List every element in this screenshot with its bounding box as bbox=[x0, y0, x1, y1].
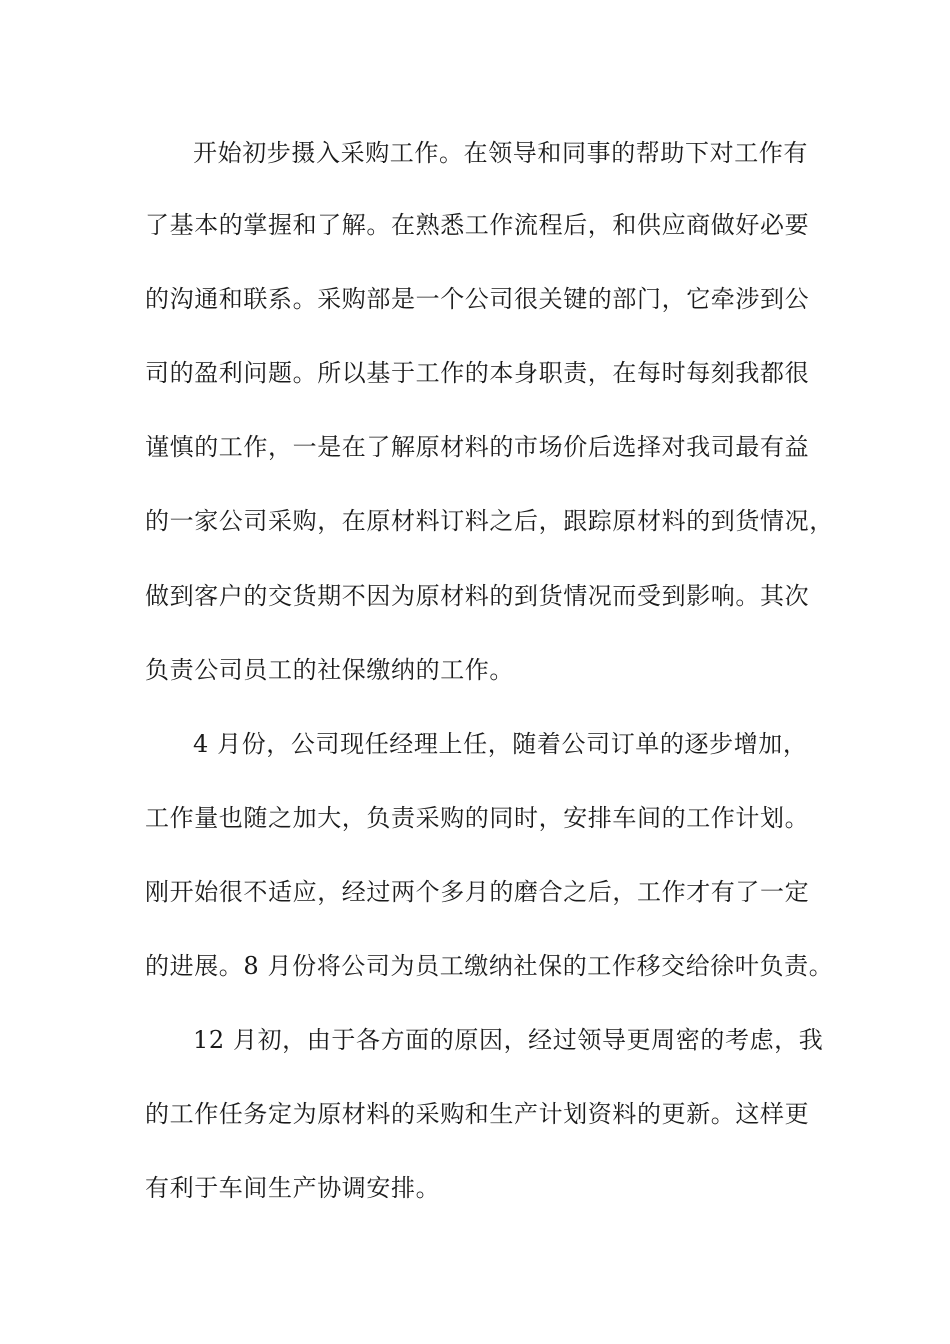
paragraph-3-line-3: 有利于车间生产协调安排。 bbox=[145, 1174, 441, 1202]
paragraph-2-line-2: 工作量也随之加大，负责采购的同时，安排车间的工作计划。 bbox=[145, 804, 810, 832]
paragraph-1-line-2: 了基本的掌握和了解。在熟悉工作流程后，和供应商做好必要 bbox=[145, 211, 810, 239]
paragraph-1-line-6: 的一家公司采购，在原材料订料之后，跟踪原材料的到货情况， bbox=[145, 507, 834, 535]
paragraph-1-line-7: 做到客户的交货期不因为原材料的到货情况而受到影响。其次 bbox=[145, 582, 810, 610]
paragraph-1-line-4: 司的盈利问题。所以基于工作的本身职责，在每时每刻我都很 bbox=[145, 359, 810, 387]
paragraph-2-line-1: 4 月份，公司现任经理上任，随着公司订单的逐步增加， bbox=[193, 730, 808, 758]
paragraph-1-line-3: 的沟通和联系。采购部是一个公司很关键的部门，它牵涉到公 bbox=[145, 285, 810, 313]
paragraph-2-line-4: 的进展。8 月份将公司为员工缴纳社保的工作移交给徐叶负责。 bbox=[145, 952, 834, 980]
paragraph-3-line-1: 12 月初，由于各方面的原因，经过领导更周密的考虑，我 bbox=[193, 1026, 824, 1054]
paragraph-1-line-1: 开始初步摄入采购工作。在领导和同事的帮助下对工作有 bbox=[193, 139, 808, 167]
paragraph-3-line-2: 的工作任务定为原材料的采购和生产计划资料的更新。这样更 bbox=[145, 1100, 810, 1128]
paragraph-2-line-3: 刚开始很不适应，经过两个多月的磨合之后，工作才有了一定 bbox=[145, 878, 810, 906]
paragraph-1-line-5: 谨慎的工作，一是在了解原材料的市场价后选择对我司最有益 bbox=[145, 433, 810, 461]
paragraph-1-line-8: 负责公司员工的社保缴纳的工作。 bbox=[145, 656, 514, 684]
